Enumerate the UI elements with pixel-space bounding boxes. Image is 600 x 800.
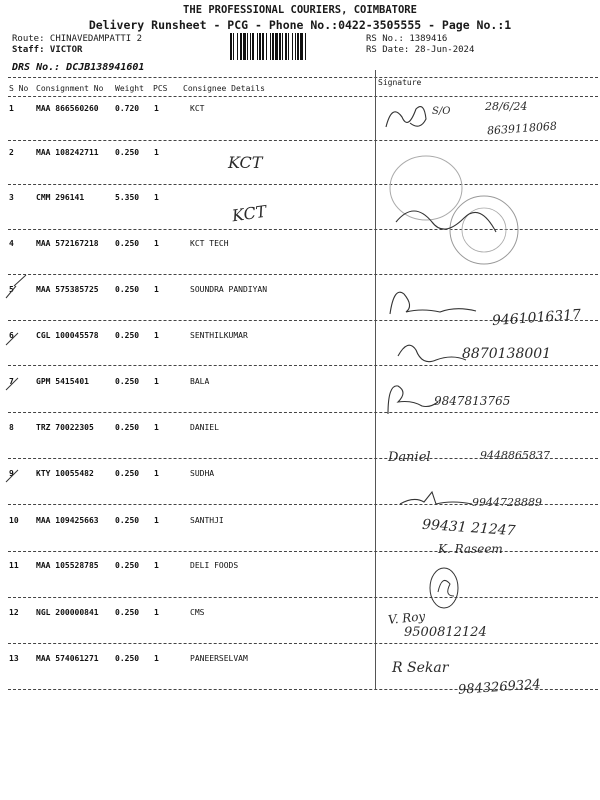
row-details: KCT TECH bbox=[190, 239, 229, 248]
col-header-weight: Weight bbox=[115, 84, 144, 93]
col-header-pcs: PCS bbox=[153, 84, 168, 93]
row-pcs: 1 bbox=[154, 561, 159, 570]
header-top-rule bbox=[8, 77, 598, 78]
drs-number: DRS No.: DCJB138941601 bbox=[12, 62, 145, 73]
row-divider bbox=[8, 274, 598, 275]
table-row bbox=[0, 469, 600, 483]
row-details: PANEERSELVAM bbox=[190, 654, 248, 663]
handwritten-name: R Sekar bbox=[392, 660, 449, 676]
row-consignment: KTY 10055482 bbox=[36, 469, 94, 478]
row-weight: 0.250 bbox=[115, 148, 140, 157]
row-weight: 0.250 bbox=[115, 331, 140, 340]
handwritten-phone: 99431 21247 bbox=[421, 516, 516, 540]
row-details: SENTHILKUMAR bbox=[190, 331, 248, 340]
row-divider bbox=[8, 412, 598, 413]
signature-row-6 bbox=[392, 332, 472, 372]
row-weight: 0.250 bbox=[115, 608, 140, 617]
handwritten-phone: 8870138001 bbox=[462, 346, 552, 362]
rs-number: RS No.: 1389416 bbox=[366, 34, 448, 44]
row-details: SUDHA bbox=[190, 469, 215, 478]
row-pcs: 1 bbox=[154, 654, 159, 663]
handwritten-phone: 9843269324 bbox=[457, 677, 542, 698]
row-divider bbox=[8, 597, 598, 598]
row-pcs: 1 bbox=[154, 423, 159, 432]
row-consignment: MAA 108242711 bbox=[36, 148, 99, 157]
signature-row-1 bbox=[380, 97, 490, 142]
table-row bbox=[0, 654, 600, 668]
row-details: DELI FOODS bbox=[190, 561, 239, 570]
row-details: DANIEL bbox=[190, 423, 219, 432]
row-details: SOUNDRA PANDIYAN bbox=[190, 285, 268, 294]
row-divider bbox=[8, 551, 598, 552]
row-consignment: MAA 105528785 bbox=[36, 561, 99, 570]
handwritten-name: K. Raseem bbox=[438, 542, 503, 556]
row-sno: 9 bbox=[9, 469, 14, 478]
row-pcs: 1 bbox=[154, 239, 159, 248]
col-header-sno: S No bbox=[9, 84, 29, 93]
row-sno: 11 bbox=[9, 561, 19, 570]
handwritten-date: 28/6/24 bbox=[485, 100, 528, 113]
row-details: SANTHJI bbox=[190, 516, 224, 525]
tick-marks bbox=[0, 0, 60, 520]
row-details: BALA bbox=[190, 377, 210, 386]
row-sno: 3 bbox=[9, 193, 14, 202]
col-header-details: Consignee Details bbox=[183, 84, 265, 93]
row-pcs: 1 bbox=[154, 608, 159, 617]
row-sno: 8 bbox=[9, 423, 14, 432]
row-weight: 0.250 bbox=[115, 561, 140, 570]
signature-row-7 bbox=[382, 378, 442, 418]
handwritten-name: Daniel bbox=[388, 450, 431, 465]
row-weight: 0.250 bbox=[115, 469, 140, 478]
handwritten-note: KCT bbox=[230, 201, 268, 226]
row-pcs: 1 bbox=[154, 104, 159, 113]
row-sno: 6 bbox=[9, 331, 14, 340]
row-consignment: NGL 200000841 bbox=[36, 608, 99, 617]
barcode bbox=[230, 33, 358, 60]
row-sno: 13 bbox=[9, 654, 19, 663]
table-row bbox=[0, 331, 600, 345]
row-weight: 0.250 bbox=[115, 285, 140, 294]
row-pcs: 1 bbox=[154, 285, 159, 294]
col-header-signature: Signature bbox=[378, 78, 422, 87]
row-weight: 0.250 bbox=[115, 654, 140, 663]
runsheet-subtitle: Delivery Runsheet - PCG - Phone No.:0422-3505555 - Page No.:1 bbox=[88, 18, 512, 32]
row-details: CMS bbox=[190, 608, 205, 617]
handwritten-note: KCT bbox=[228, 153, 263, 172]
row-weight: 0.720 bbox=[115, 104, 140, 113]
row-divider bbox=[8, 140, 598, 141]
row-divider bbox=[8, 643, 598, 644]
row-details: KCT bbox=[190, 104, 205, 113]
row-weight: 0.250 bbox=[115, 423, 140, 432]
table-row bbox=[0, 608, 600, 622]
staff-label: Staff: VICTOR bbox=[12, 45, 83, 55]
signature-row-11 bbox=[420, 562, 470, 612]
rs-date: RS Date: 28-Jun-2024 bbox=[366, 45, 475, 55]
row-pcs: 1 bbox=[154, 148, 159, 157]
row-weight: 0.250 bbox=[115, 516, 140, 525]
handwritten-phone: 9944728889 bbox=[472, 496, 542, 509]
row-pcs: 1 bbox=[154, 377, 159, 386]
row-pcs: 1 bbox=[154, 469, 159, 478]
handwritten-name: V. Roy bbox=[387, 609, 426, 627]
row-sno: 10 bbox=[9, 516, 19, 525]
row-consignment: CGL 100045578 bbox=[36, 331, 99, 340]
row-consignment: MAA 575385725 bbox=[36, 285, 99, 294]
row-sno: 12 bbox=[9, 608, 19, 617]
row-sno: 1 bbox=[9, 104, 14, 113]
route-label: Route: CHINAVEDAMPATTI 2 bbox=[12, 34, 143, 44]
barcode-bar bbox=[306, 33, 307, 60]
handwritten-phone: 9500812124 bbox=[404, 625, 487, 640]
row-pcs: 1 bbox=[154, 516, 159, 525]
table-row bbox=[0, 561, 600, 575]
signature-row-5 bbox=[386, 278, 496, 323]
row-consignment: MAA 574061271 bbox=[36, 654, 99, 663]
row-pcs: 1 bbox=[154, 331, 159, 340]
row-weight: 5.350 bbox=[115, 193, 140, 202]
row-consignment: TRZ 70022305 bbox=[36, 423, 94, 432]
handwritten-phone: 9847813765 bbox=[434, 394, 511, 408]
row-pcs: 1 bbox=[154, 193, 159, 202]
row-sno: 4 bbox=[9, 239, 14, 248]
row-sno: 5 bbox=[9, 285, 14, 294]
signature-row-9 bbox=[396, 486, 476, 516]
company-title: THE PROFESSIONAL COURIERS, COIMBATORE bbox=[183, 4, 417, 16]
handwritten-phone: 8639118068 bbox=[486, 119, 558, 138]
handwritten-so: S/O bbox=[432, 106, 451, 117]
header-bottom-rule bbox=[8, 96, 598, 97]
row-consignment: MAA 572167218 bbox=[36, 239, 99, 248]
row-consignment: CMM 296141 bbox=[36, 193, 85, 202]
col-header-consignment: Consignment No bbox=[36, 84, 104, 93]
table-row bbox=[0, 285, 600, 299]
row-divider bbox=[8, 365, 598, 366]
row-consignment: GPM 5415401 bbox=[36, 377, 89, 386]
row-sno: 7 bbox=[9, 377, 14, 386]
company-stamp bbox=[384, 142, 530, 267]
table-row bbox=[0, 377, 600, 391]
handwritten-phone: 9461016317 bbox=[491, 306, 582, 330]
table-row bbox=[0, 423, 600, 437]
row-consignment: MAA 866560260 bbox=[36, 104, 99, 113]
handwritten-phone: 9448865837 bbox=[480, 449, 550, 462]
row-sno: 2 bbox=[9, 148, 14, 157]
row-weight: 0.250 bbox=[115, 239, 140, 248]
row-consignment: MAA 109425663 bbox=[36, 516, 99, 525]
row-weight: 0.250 bbox=[115, 377, 140, 386]
